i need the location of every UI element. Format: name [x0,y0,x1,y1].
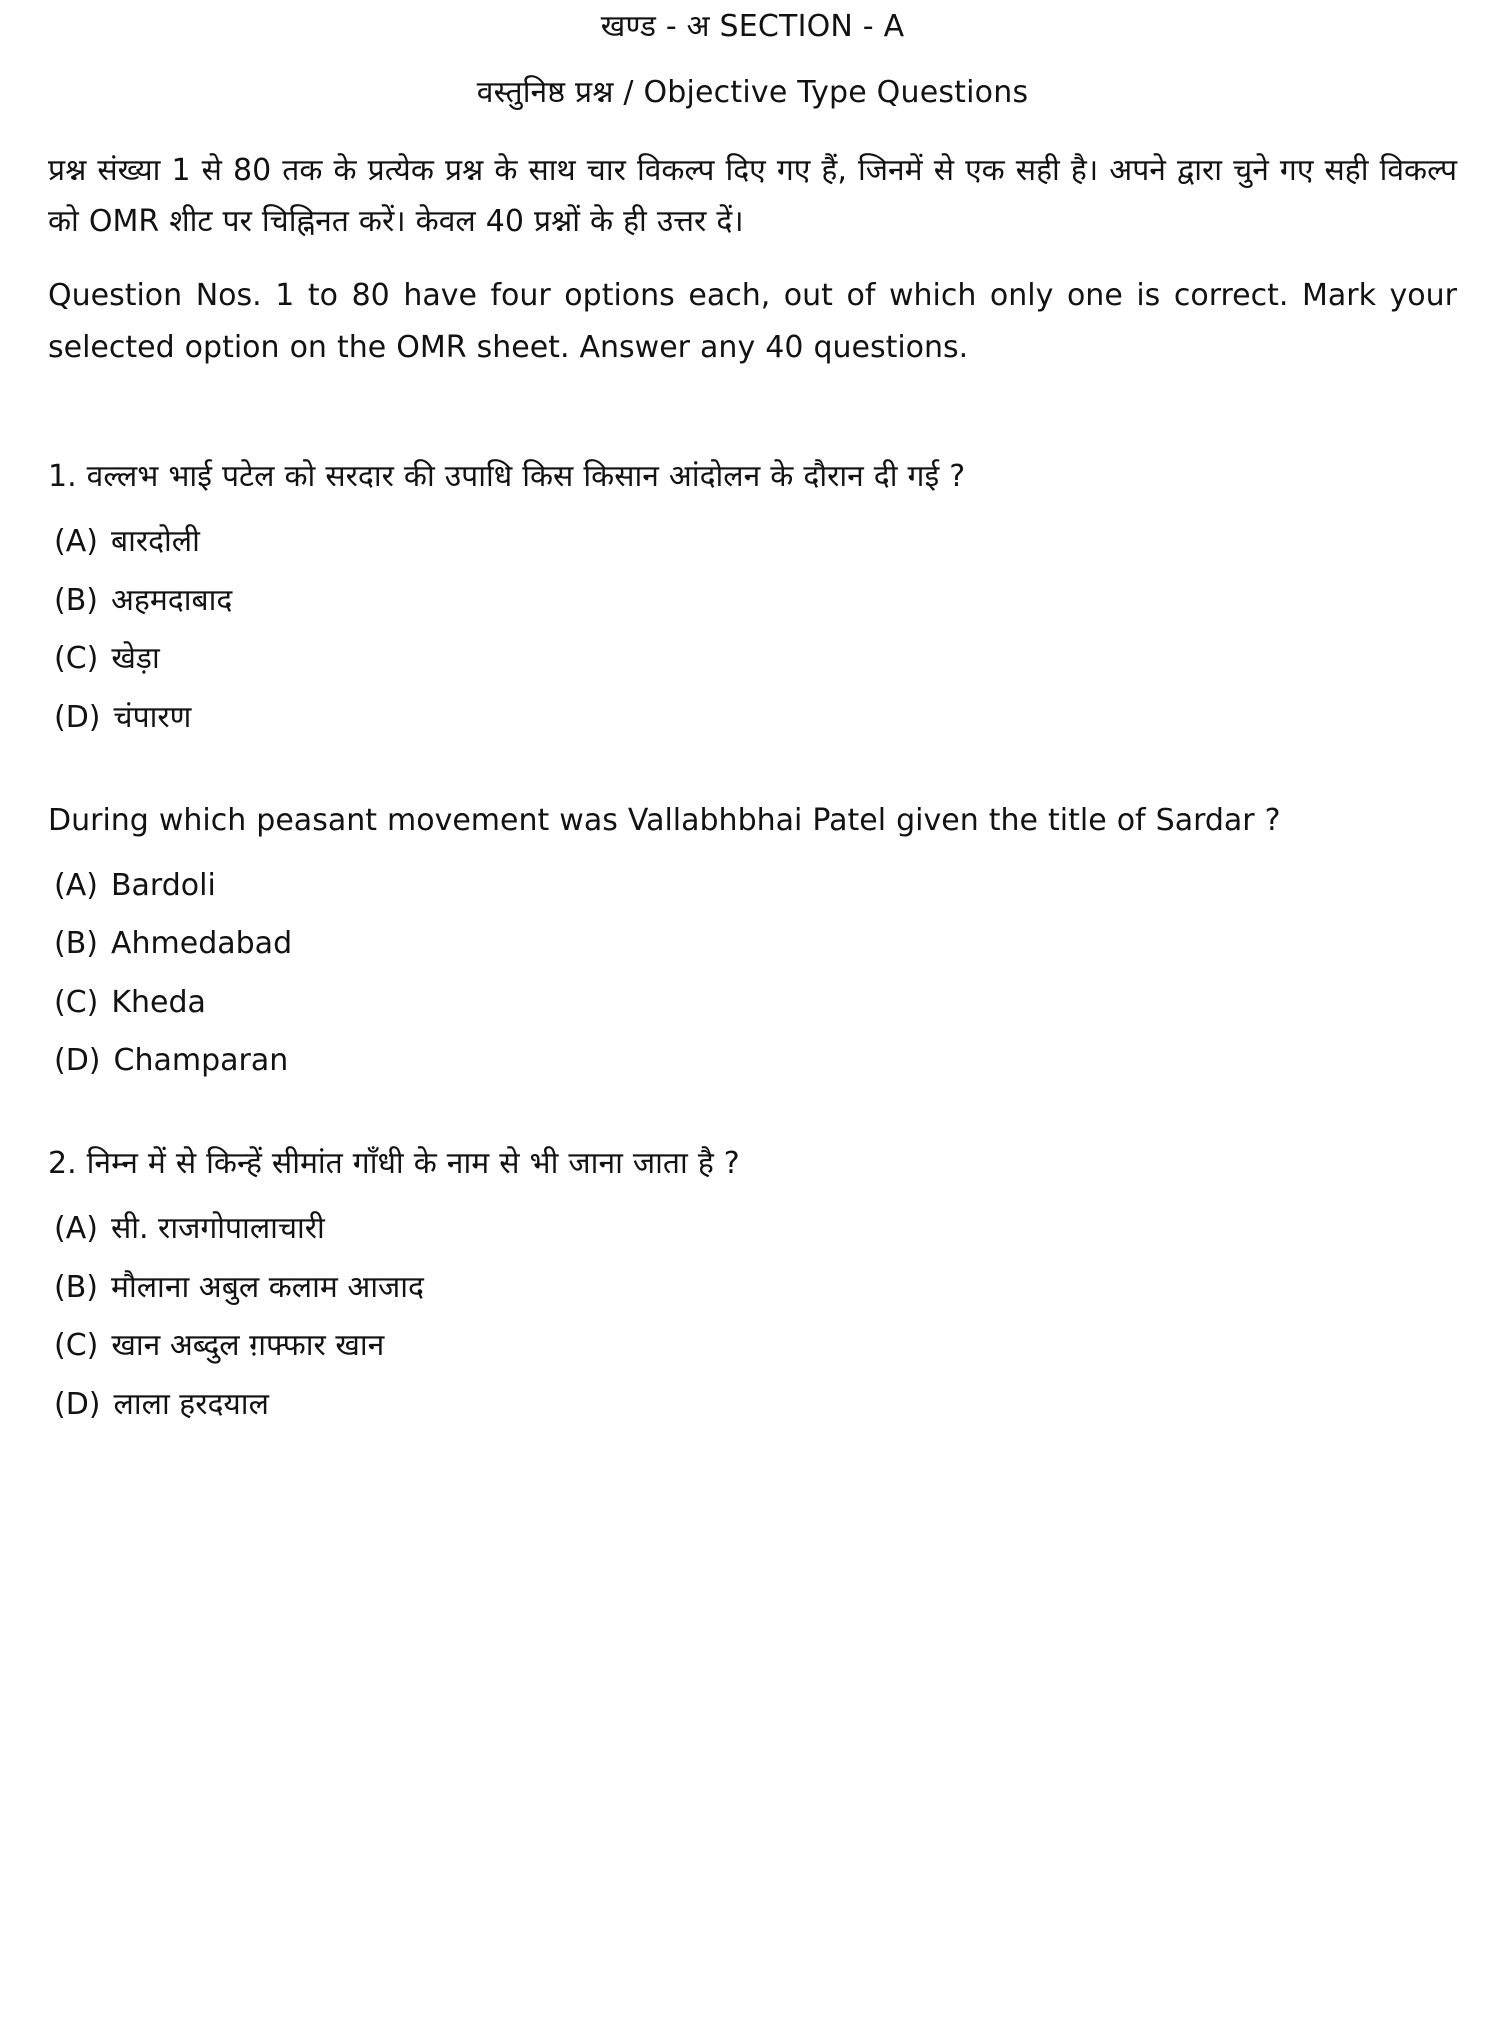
question-text: 1. वल्लभ भाई पटेल को सरदार की उपाधि किस किसान आंदोलन के दौरान दी गई ? [48,459,966,495]
option-text: अहमदाबाद [111,582,233,618]
option-text: Ahmedabad [111,926,293,962]
instructions-block [48,145,1457,373]
question-1-english [48,795,1457,1080]
option-label: (A) [54,867,98,903]
question-text: During which peasant movement was Vallabhbhai Patel given the title of Sardar ? [48,802,1281,838]
option-text: खेड़ा [111,641,160,677]
option-label: (A) [54,524,98,560]
option-d[interactable] [48,700,1457,737]
option-a[interactable] [48,1211,1457,1248]
options-list [48,1211,1457,1423]
option-d[interactable] [48,1043,1457,1080]
option-label: (C) [54,1328,99,1364]
option-label: (B) [54,926,98,962]
section-heading: खण्ड - अ SECTION - A [600,9,905,44]
option-c[interactable] [48,985,1457,1022]
option-label: (D) [54,1043,101,1079]
option-text: बारदोली [110,524,200,560]
option-text: Kheda [111,984,206,1020]
option-d[interactable] [48,1387,1457,1424]
option-label: (C) [54,984,99,1020]
question-text: 2. निम्न में से किन्हें सीमांत गाँधी के नाम से भी जाना जाता है ? [48,1145,740,1181]
option-b[interactable] [48,926,1457,963]
options-list [48,524,1457,736]
option-text: लाला हरदयाल [113,1386,269,1422]
option-b[interactable] [48,583,1457,620]
option-a[interactable] [48,868,1457,905]
option-label: (D) [54,1386,101,1422]
option-label: (B) [54,582,98,618]
option-label: (C) [54,641,99,677]
option-text: मौलाना अबुल कलाम आजाद [111,1269,424,1305]
option-c[interactable] [48,1328,1457,1365]
question-2-hindi [48,1138,1457,1423]
option-text: खान अब्दुल ग़फ्फार खान [111,1328,385,1364]
option-c[interactable] [48,641,1457,678]
option-label: (B) [54,1269,98,1305]
option-a[interactable] [48,524,1457,561]
option-text: Champaran [113,1043,289,1079]
option-label: (D) [54,699,101,735]
instructions-english: Question Nos. 1 to 80 have four options each, out of which only one is correct. Mark your selected option on the OMR sheet. Answer any 40 questions. [48,277,1457,365]
option-label: (A) [54,1210,98,1246]
option-b[interactable] [48,1270,1457,1307]
question-1-hindi [48,451,1457,736]
options-list [48,868,1457,1080]
option-text: Bardoli [110,867,216,903]
option-text: चंपारण [113,699,192,735]
option-text: सी. राजगोपालाचारी [110,1210,325,1246]
section-subheading: वस्तुनिष्ठ प्रश्न / Objective Type Questions [476,75,1029,111]
instructions-hindi: प्रश्न संख्या 1 से 80 तक के प्रत्येक प्रश्न के साथ चार विकल्प दिए गए हैं, जिनमें से एक सही है। अपने द्वारा चुने गए सही विकल्प को OMR शीट पर चिह्निनत करें। केवल 40 प्रश्नों के ही उत्तर दें। [48,152,1457,240]
